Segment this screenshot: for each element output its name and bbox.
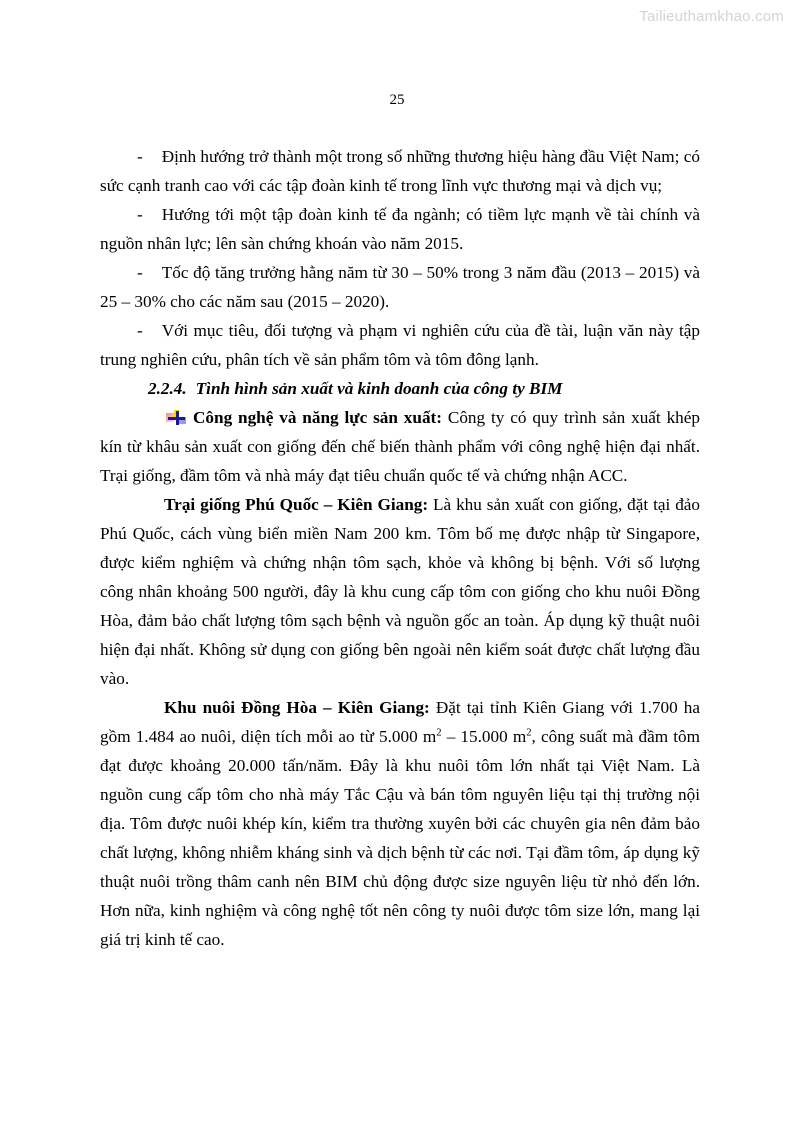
page-number: 25 (389, 92, 405, 108)
paragraph-text: Đặt tại tỉnh Kiên Giang với 1.700 ha gồm 1.484 ao nuôi, diện tích mỗi ao từ 5.000 m (100, 698, 701, 746)
bullet-dash: - (137, 147, 143, 166)
paragraph-lead: Công nghệ và năng lực sản xuất: (193, 408, 442, 427)
paragraph-text: Là khu sản xuất con giống, đặt tại đảo Phú Quốc, cách vùng biển miền Nam 200 km. Tôm bố mẹ được nhập từ Singapore, được kiểm nghiệm và chứng nhận tôm sạch, khỏe và không bị bệnh. Với số lượng công nhân khoảng 500 người, đây là khu cung cấp tôm con giống cho khu nuôi Đồng Hòa, đảm bảo chất lượng tôm sạch bệnh và nguồn gốc an toàn. Áp dụng kỹ thuật nuôi hiện đại nhất. Không sử dụng con giống bên ngoài nên kiểm soát được chất lượng đầu vào. (100, 495, 701, 688)
bullet-paragraph-3 (100, 258, 700, 316)
superscript: 2 (436, 727, 442, 739)
heading-title: Tình hình sản xuất và kinh doanh của công ty BIM (195, 379, 563, 398)
bullet-dash: - (137, 263, 143, 282)
bullet-text: Tốc độ tăng trưởng hằng năm từ 30 – 50% trong 3 năm đầu (2013 – 2015) và 25 – 30% cho các năm sau (2015 – 2020). (100, 263, 700, 311)
bullet-paragraph-1 (100, 142, 700, 200)
bullet-paragraph-2 (100, 200, 700, 258)
watermark: Tailieuthamkhao.com (639, 8, 784, 25)
paragraph-text: , công suất mà đầm tôm đạt được khoảng 20.000 tấn/năm. Đây là khu nuôi tôm lớn nhất tại Việt Nam. Là nguồn cung cấp tôm cho nhà máy Tắc Cậu và bán tôm nguyên liệu tại thị trường nội địa. Tôm được nuôi khép kín, kiểm tra thường xuyên bởi các chuyên gia nên đảm bảo chất lượng, không nhiễm kháng sinh và dịch bệnh từ các nơi. Tại đầm tôm, áp dụng kỹ thuật nuôi trồng thâm canh nên BIM chủ động được size nguyên liệu từ nhỏ đến lớn. Hơn nữa, kinh nghiệm và công nghệ tốt nên công ty nuôi được tôm size lớn, mang lại giá trị kinh tế cao. (100, 727, 700, 949)
document-body (100, 142, 700, 954)
bullet-text: Với mục tiêu, đối tượng và phạm vi nghiên cứu của đề tài, luận văn này tập trung nghiên cứu, phân tích về sản phẩm tôm và tôm đông lạnh. (100, 321, 700, 369)
paragraph-trai-giong (100, 490, 700, 693)
bullet-dash: - (137, 205, 143, 224)
paragraph-lead: Trại giống Phú Quốc – Kiên Giang: (164, 495, 429, 514)
heading-number: 2.2.4. (148, 379, 187, 398)
paragraph-text: – 15.000 m (441, 727, 527, 746)
paragraph-khu-nuoi (100, 693, 700, 954)
superscript: 2 (526, 727, 532, 739)
section-heading (100, 374, 700, 403)
bullet-text: Hướng tới một tập đoàn kinh tế đa ngành; có tiềm lực mạnh về tài chính và nguồn nhân lực; lên sàn chứng khoán vào năm 2015. (100, 205, 700, 253)
paragraph-cong-nghe (100, 403, 700, 490)
flag-icon (166, 410, 186, 425)
bullet-paragraph-4 (100, 316, 700, 374)
bullet-text: Định hướng trở thành một trong số những thương hiệu hàng đầu Việt Nam; có sức cạnh tranh cao với các tập đoàn kinh tế trong lĩnh vực thương mại và dịch vụ; (100, 147, 700, 195)
paragraph-text: Công ty có quy trình sản xuất khép kín từ khâu sản xuất con giống đến chế biến thành phẩm với công nghệ hiện đại nhất. Trại giống, đầm tôm và nhà máy đạt tiêu chuẩn quốc tế và chứng nhận ACC. (100, 408, 700, 485)
bullet-dash: - (137, 321, 143, 340)
paragraph-lead: Khu nuôi Đồng Hòa – Kiên Giang: (164, 698, 430, 717)
